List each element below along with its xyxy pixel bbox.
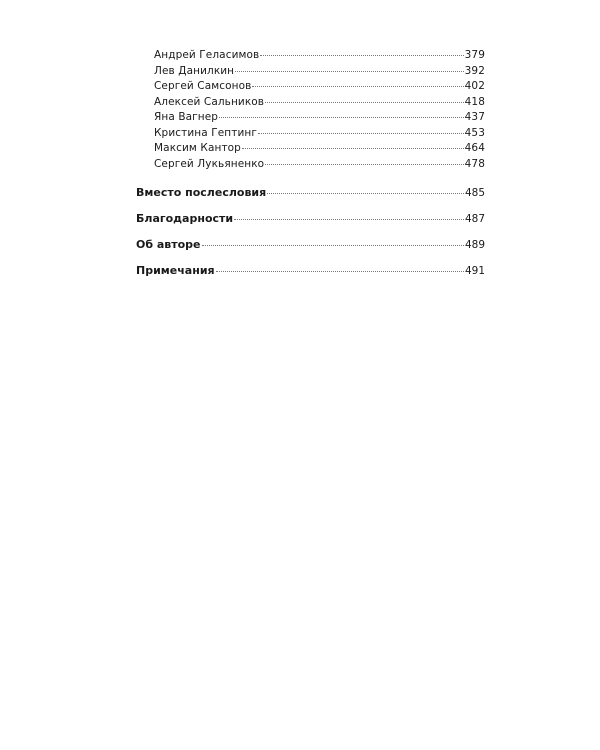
- dot-leader: [260, 55, 463, 56]
- toc-entry-section: [136, 211, 485, 226]
- dot-leader: [234, 219, 464, 220]
- toc-section-title: Об авторе: [136, 238, 201, 251]
- toc-entry-author: [154, 48, 485, 64]
- toc-entry-title: Кристина Гептинг: [154, 126, 257, 139]
- dot-leader: [202, 245, 464, 246]
- toc-entry-author: [154, 64, 485, 80]
- dot-leader: [252, 86, 463, 87]
- toc-entry-page: 478: [464, 157, 485, 170]
- toc-entry-title: Андрей Геласимов: [154, 49, 260, 61]
- dot-leader: [265, 102, 464, 103]
- dot-leader: [267, 193, 464, 194]
- toc-section: [136, 263, 485, 278]
- dot-leader: [216, 271, 464, 272]
- toc-section-page: 491: [464, 265, 485, 277]
- toc-entry-author: [154, 157, 485, 173]
- toc-entry-page: 453: [464, 126, 485, 139]
- dot-leader: [242, 148, 464, 149]
- toc-entry-title: Сергей Лукьяненко: [154, 157, 265, 170]
- toc-entry-author: [154, 126, 485, 142]
- toc-entry-section: [136, 185, 485, 200]
- toc-entry-page: 418: [464, 95, 485, 108]
- toc-section: [136, 185, 485, 200]
- toc-section: [136, 211, 485, 226]
- toc-entry-page: 402: [464, 80, 485, 92]
- toc-entry-author: [154, 95, 485, 111]
- toc-section-page: 489: [464, 239, 485, 251]
- dot-leader: [258, 133, 464, 134]
- toc-section-page: 485: [464, 187, 485, 199]
- toc-section-title: Вместо послесловия: [136, 186, 267, 199]
- toc-entry-section: [136, 237, 485, 252]
- toc-section-title: Примечания: [136, 264, 215, 277]
- dot-leader: [219, 117, 464, 118]
- toc-entry-title: Алексей Сальников: [154, 95, 265, 108]
- toc-entry-page: 392: [464, 64, 485, 77]
- toc-entry-author: [154, 79, 485, 95]
- toc-entry-page: 464: [464, 142, 485, 154]
- toc-entry-title: Сергей Самсонов: [154, 80, 252, 92]
- table-of-contents: [136, 48, 485, 277]
- dot-leader: [235, 71, 464, 72]
- toc-entry-title: Яна Вагнер: [154, 111, 219, 123]
- toc-entry-section: [136, 263, 485, 278]
- toc-entry-title: Лев Данилкин: [154, 64, 235, 77]
- toc-entry-page: 379: [464, 49, 485, 61]
- author-list: [136, 48, 485, 172]
- toc-entry-author: [154, 110, 485, 126]
- toc-entry-author: [154, 141, 485, 157]
- toc-section-page: 487: [464, 213, 485, 225]
- toc-section-title: Благодарности: [136, 212, 234, 225]
- dot-leader: [265, 164, 463, 165]
- toc-section: [136, 237, 485, 252]
- toc-entry-title: Максим Кантор: [154, 142, 241, 154]
- toc-entry-page: 437: [464, 111, 485, 123]
